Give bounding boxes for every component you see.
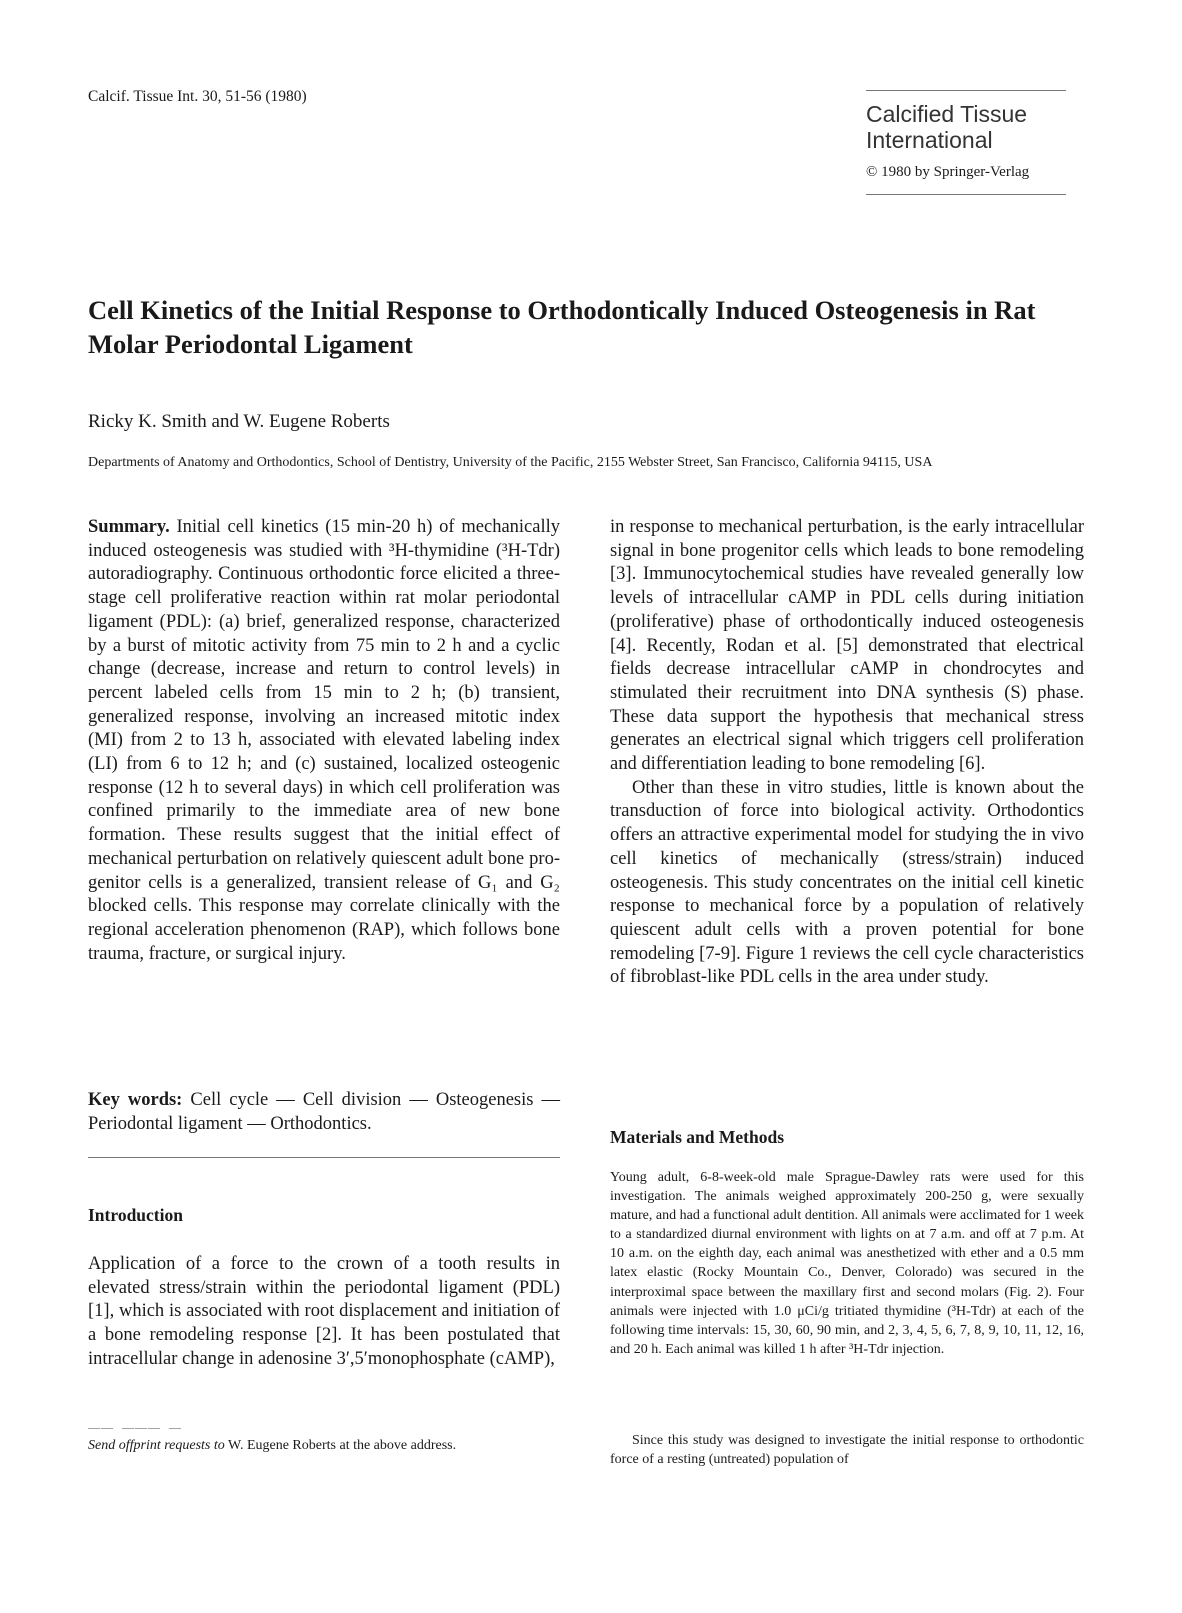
keywords-section <box>88 1089 560 1136</box>
journal-name: Calcified Tissue International <box>866 101 1028 153</box>
methods-paragraph-2 <box>610 1431 1084 1469</box>
introduction-text <box>88 1253 560 1372</box>
article-affiliation: Departments of Anatomy and Orthodontics, School of Dentistry, University of the Pacific, 2155 Webster Street, San Francisco, California 94115, USA <box>88 455 933 470</box>
keywords-text: Cell cycle — Cell division — Osteogenesis — Periodontal ligament — Orthodontics. <box>88 1090 560 1134</box>
introduction-paragraph: Application of a force to the crown of a tooth results in elevated stress/strain within the periodontal ligament (PDL) [1], which is associated with root displacement and initiation of a bone remodeling response [2]. It has been postulated that intracellular change in adenosine 3′,5′monophosphate (cAMP), <box>88 1254 560 1369</box>
summary-label: Summary. <box>88 517 170 537</box>
right-paragraph-2: Other than these in vitro studies, little is known about the transduction of force into biological activity. Orthodontics offers an attractive experimental model for studying the in vivo cell kinetics of mechanically (stress/strain) induced osteogenesis. This study concentrates on the initial cell kinetic response to mechanical force by a population of relatively quiescent adult cells with a proven potential for bone remodeling [7-9]. Figure 1 reviews the cell cycle characteristics of fibroblast-like PDL cells in the area under study. <box>610 777 1084 988</box>
footnote <box>88 1436 560 1455</box>
methods-paragraph-2-text: Since this study was designed to investigate the initial response to orthodontic force of a resting (untreated) population of <box>610 1433 1084 1468</box>
methods-paragraph-1 <box>610 1168 1084 1359</box>
keywords-label: Key words: <box>88 1090 183 1110</box>
section-divider <box>88 1157 560 1158</box>
footnote-text: W. Eugene Roberts at the above address. <box>228 1438 457 1453</box>
article-title: Cell Kinetics of the Initial Response to Orthodontically Induced Osteogenesis in Rat Molar Periodontal Ligament <box>88 295 1036 359</box>
journal-rule-top <box>866 90 1066 91</box>
journal-citation: Calcif. Tissue Int. 30, 51-56 (1980) <box>88 88 307 105</box>
journal-copyright: © 1980 by Springer-Verlag <box>866 164 1030 180</box>
footnote-rule: —— ——— — <box>88 1420 182 1434</box>
summary-text: Initial cell kinetics (15 min-20 h) of mechanically induced osteogenesis was studied with ³H-thymidine (³H-Tdr) autoradiography. Continuous orthodontic force elicited a three-stage cell proliferative reaction within rat molar periodontal ligament (PDL): (a) brief, generalized response, characterized by a burst of mitotic activity from 75 min to 2 h and a cyclic change (decrease, increase and return to control levels) in percent labeled cells from 15 min to 2 h; (b) transient, generalized response, involving an increased mitotic index (MI) from 2 to 13 h, associated with elevated labeling index (LI) from 6 to 12 h; and (c) sustained, localized osteogenic response (12 h to several days) in which cell proliferation was confined primarily to the immediate area of new bone formation. These results suggest that the initial effect of mechanical perturbation on relatively quiescent adult bone progenitor cells is a generalized, transient release of G₁ and G₂ blocked cells. This response may correlate clinically with the regional acceleration phenomenon (RAP), which follows bone trauma, fracture, or surgical injury. <box>88 517 561 964</box>
footnote-label: Send offprint requests to <box>88 1438 225 1453</box>
methods-paragraph-1-text: Young adult, 6-8-week-old male Sprague-Dawley rats were used for this investigation. The animals weighed approximately 200-250 g, were sexually mature, and had a functional adult dentition. All animals were acclimated for 1 week to a standardized diurnal environment with lights on at 7 a.m. and off at 7 p.m. At 10 a.m. on the eighth day, each animal was anesthetized with ether and a 0.5 mm latex elastic (Rocky Mountain Co., Denver, Colorado) was secured in the interproximal space between the maxillary first and second molars (Fig. 2). Four animals were injected with 1.0 μCi/g tritiated thymidine (³H-Tdr) at each of the following time intervals: 15, 30, 60, 90 min, and 2, 3, 4, 5, 6, 7, 8, 9, 10, 11, 12, 16, and 20 h. Each animal was killed 1 h after ³H-Tdr injection. <box>610 1170 1084 1357</box>
right-column-text <box>610 516 1084 990</box>
introduction-heading: Introduction <box>88 1205 183 1225</box>
journal-rule-bottom <box>866 194 1066 195</box>
summary-section <box>88 516 560 966</box>
right-paragraph-1: in response to mechanical perturbation, is the early intracellular signal in bone progenitor cells which leads to bone remodeling [3]. Immunocytochemical studies have revealed generally low levels of intracellular cAMP in PDL cells during initiation (proliferative) phase of orthodontically induced osteogenesis [4]. Recently, Rodan et al. [5] demonstrated that electrical fields decrease intracellular cAMP in chondrocytes and stimulated their recruitment into DNA synthesis (S) phase. These data support the hypothesis that mechanical stress generates an electrical signal which triggers cell proliferation and differentiation leading to bone remodeling [6]. <box>610 517 1084 775</box>
article-authors: Ricky K. Smith and W. Eugene Roberts <box>88 411 390 432</box>
methods-heading: Materials and Methods <box>610 1127 785 1147</box>
